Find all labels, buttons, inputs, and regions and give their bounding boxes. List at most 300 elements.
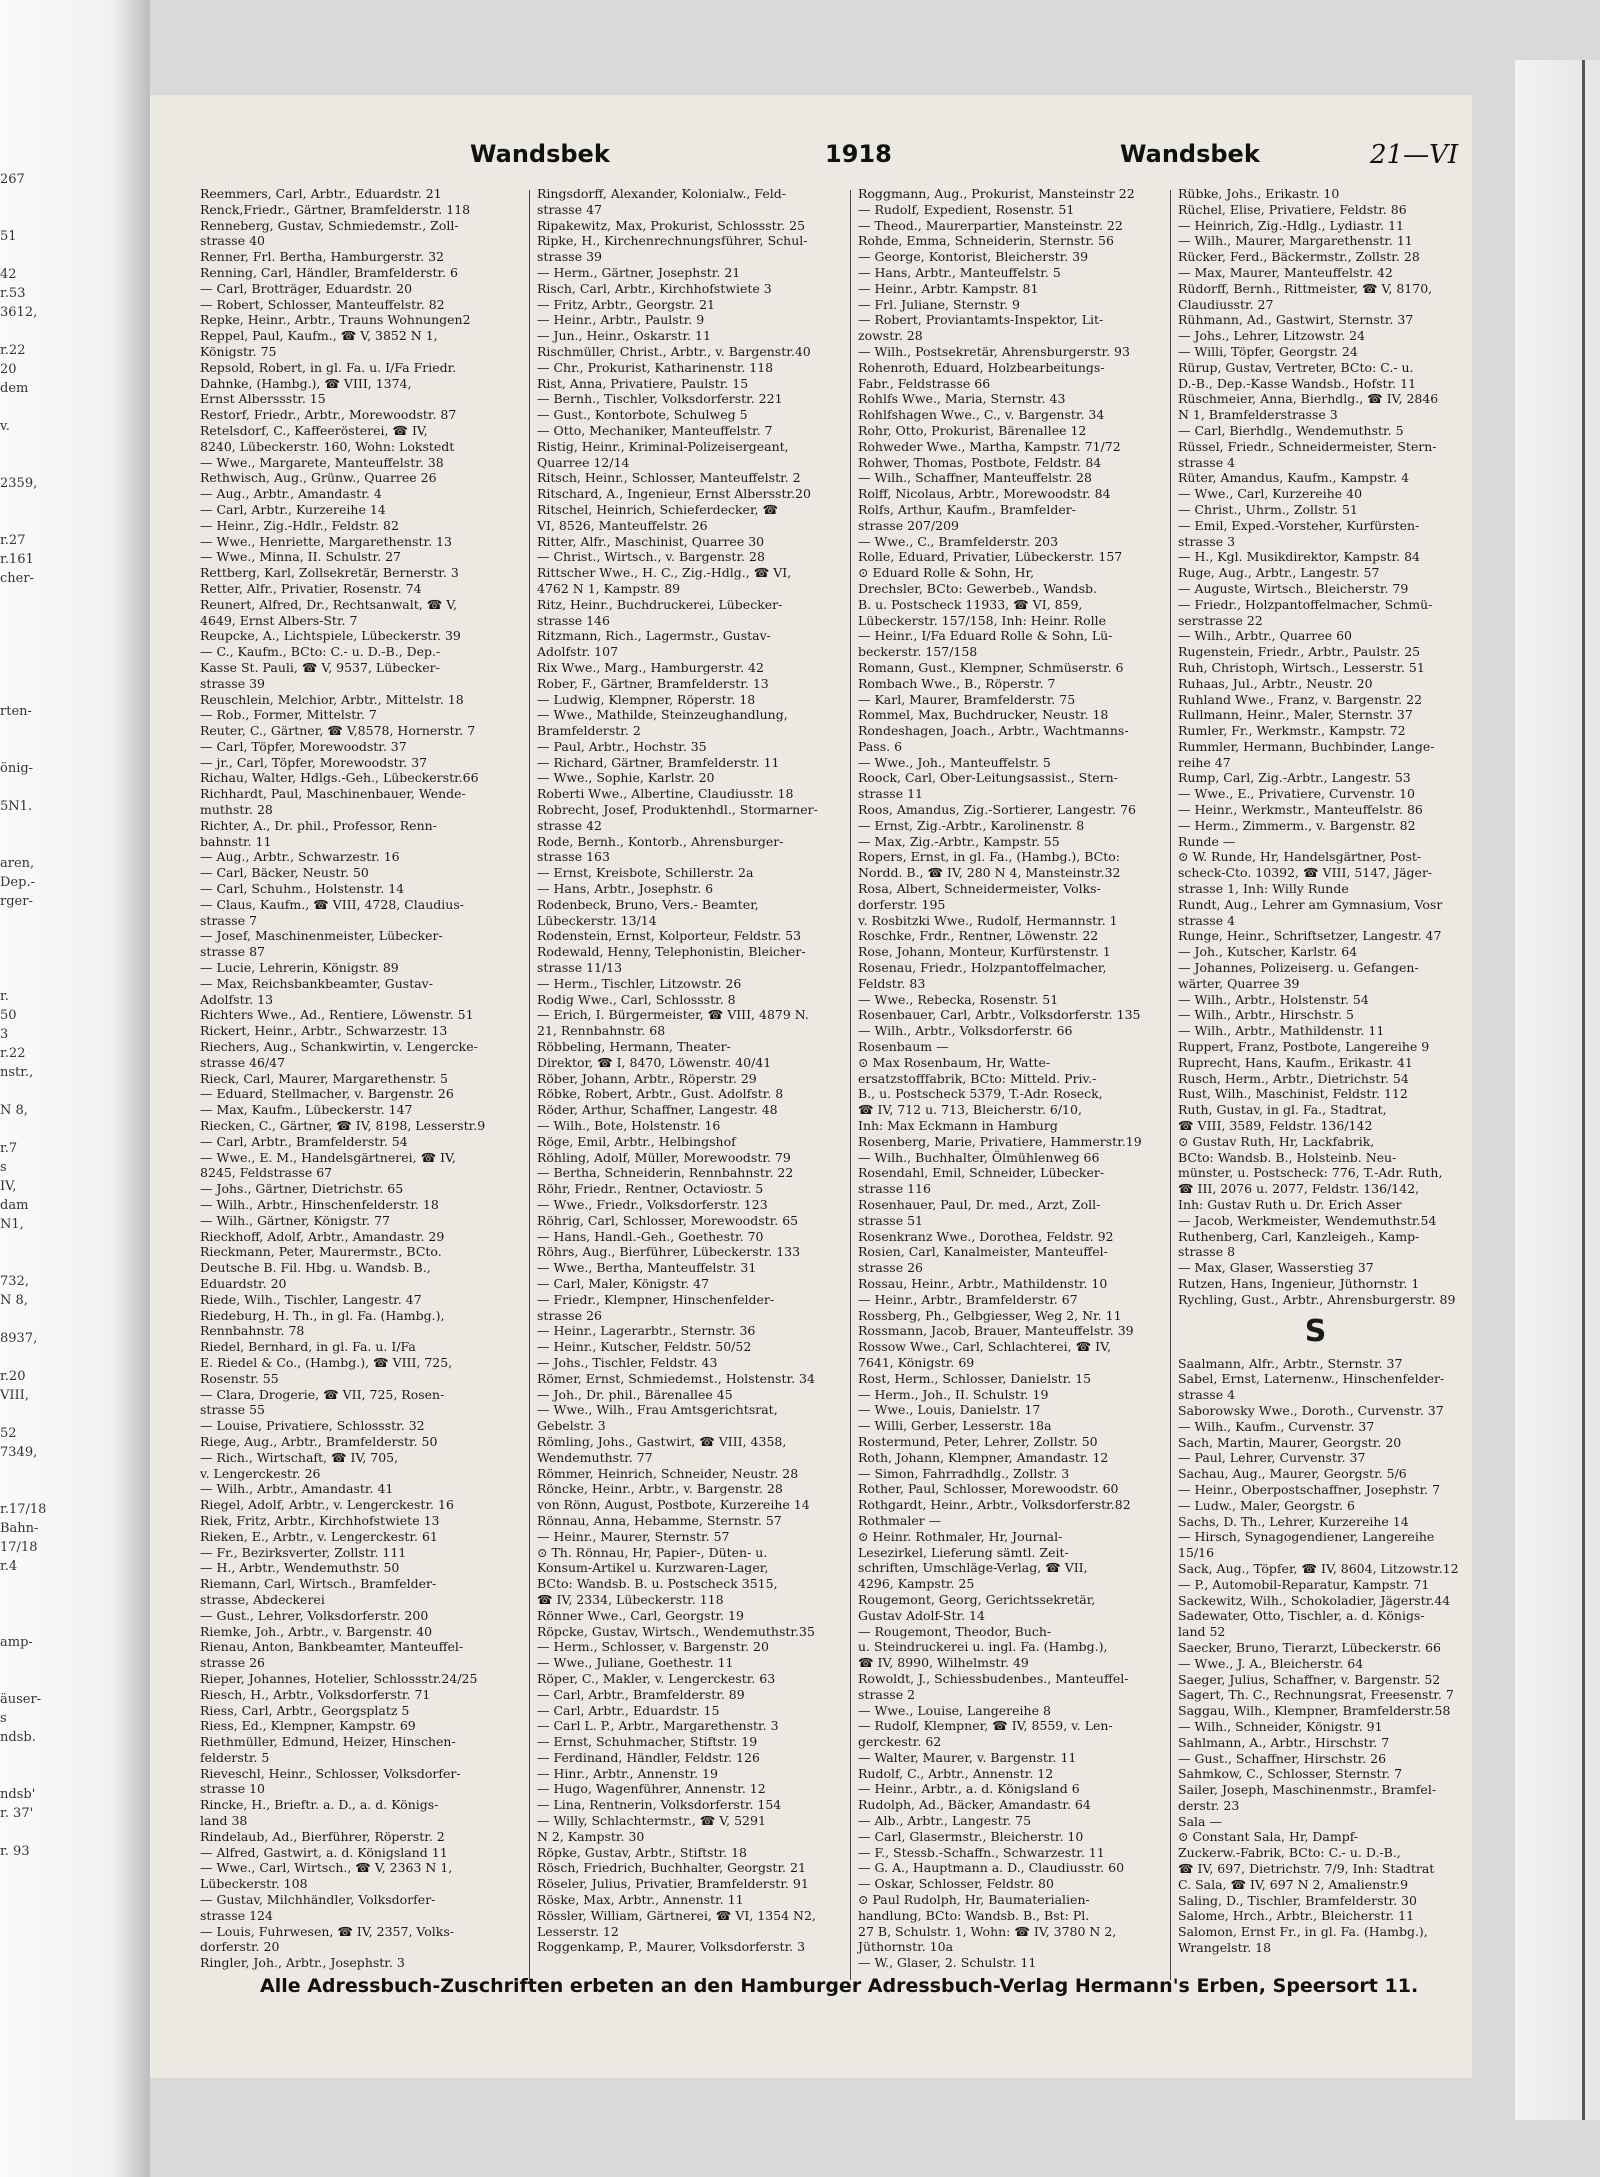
neighbor-page-fragment — [0, 322, 40, 341]
neighbor-page-fragment — [0, 949, 40, 968]
directory-entry: — F., Stessb.-Schaffn., Schwarzestr. 11 — [858, 1844, 1105, 1860]
neighbor-page-fragment: 20 — [0, 362, 17, 377]
neighbor-page-fragment — [0, 778, 40, 797]
directory-entry: Saling, D., Tischler, Bramfelderstr. 30 — [1178, 1892, 1418, 1908]
directory-column-2 — [537, 186, 818, 1966]
directory-entry: — Heinrich, Zig.-Hdlg., Lydiastr. 11 — [1178, 217, 1404, 233]
neighbor-page-fragment: r.20 — [0, 1369, 26, 1384]
directory-entry: Sabel, Ernst, Laternenw., Hinschenfelder- — [1178, 1371, 1445, 1387]
neighbor-page-fragment — [0, 189, 40, 208]
directory-entry: Rudolf, C., Arbtr., Annenstr. 12 — [858, 1765, 1054, 1781]
directory-entry: Rost, Herm., Schlosser, Danielstr. 15 — [858, 1370, 1092, 1386]
directory-entry: Röbbeling, Hermann, Theater- — [537, 1039, 731, 1055]
directory-entry: Rugenstein, Friedr., Arbtr., Paulstr. 25 — [1178, 644, 1421, 660]
directory-entry: Königstr. 75 — [200, 343, 277, 359]
directory-entry: Sahlmann, A., Arbtr., Hirschstr. 7 — [1178, 1734, 1390, 1750]
directory-entry: Rossau, Heinr., Arbtr., Mathildenstr. 10 — [858, 1275, 1108, 1291]
directory-entry: — Wilh., Schaffner, Manteuffelstr. 28 — [858, 470, 1092, 486]
directory-entry: Riemann, Carl, Wirtsch., Bramfelder- — [200, 1576, 437, 1592]
directory-entry: strasse 26 — [537, 1307, 602, 1323]
directory-entry: Rienau, Anton, Bankbeamter, Manteuffel- — [200, 1639, 464, 1655]
directory-entry: — Carl, Bierhdlg., Wendemuthstr. 5 — [1178, 422, 1404, 438]
directory-entry: ⊙ Gustav Ruth, Hr, Lackfabrik, — [1178, 1133, 1375, 1149]
neighbor-page-fragment: aren, — [0, 856, 35, 871]
directory-entry: strasse 47 — [537, 201, 602, 217]
directory-entry: Sagert, Th. C., Rechnungsrat, Freesenstr. 7 — [1178, 1687, 1454, 1703]
directory-entry: Sachs, D. Th., Lehrer, Kurzereihe 14 — [1178, 1513, 1409, 1529]
directory-entry: strasse 124 — [200, 1907, 273, 1923]
directory-entry: strasse 4 — [1178, 1387, 1236, 1403]
directory-entry: — Wwe., Joh., Manteuffelstr. 5 — [858, 754, 1051, 770]
directory-entry: Riechers, Aug., Schankwirtin, v. Lengercke- — [200, 1039, 478, 1055]
directory-entry: 21, Rennbahnstr. 68 — [537, 1023, 666, 1039]
directory-entry: Rohweder Wwe., Martha, Kampstr. 71/72 — [858, 438, 1121, 454]
neighbor-page-fragment — [0, 835, 40, 854]
directory-entry: strasse 55 — [200, 1402, 265, 1418]
directory-entry: Richhardt, Paul, Maschinenbauer, Wende- — [200, 786, 466, 802]
directory-entry: — Wwe., Wilh., Frau Amtsgerichtsrat, — [537, 1402, 778, 1418]
directory-entry: Gustav Adolf-Str. 14 — [858, 1607, 985, 1623]
directory-entry: — Louis, Fuhrwesen, ☎ IV, 2357, Volks- — [200, 1923, 455, 1939]
directory-entry: beckerstr. 157/158 — [858, 644, 978, 660]
directory-entry: — Wilh., Arbtr., Amandastr. 41 — [200, 1481, 394, 1497]
neighbor-page-fragment — [0, 436, 40, 455]
directory-entry: Saalmann, Alfr., Arbtr., Sternstr. 37 — [1178, 1355, 1403, 1371]
directory-entry: strasse 10 — [200, 1781, 265, 1797]
directory-entry: Riegel, Adolf, Arbtr., v. Lengerckestr. 16 — [200, 1497, 454, 1513]
directory-entry: Roos, Amandus, Zig.-Sortierer, Langestr. 76 — [858, 802, 1137, 818]
letter-heading: S — [1304, 1313, 1327, 1349]
directory-entry: Ringsdorff, Alexander, Kolonialw., Feld- — [537, 186, 786, 201]
directory-entry: ⊙ Max Rosenbaum, Hr, Watte- — [858, 1054, 1051, 1070]
directory-entry: — Heinr., Lagerarbtr., Sternstr. 36 — [537, 1323, 756, 1339]
directory-entry: ⊙ W. Runde, Hr, Handelsgärtner, Post- — [1178, 849, 1422, 865]
page-edge-line — [1582, 60, 1585, 2120]
directory-entry: — W., Glaser, 2. Schulstr. 11 — [858, 1955, 1037, 1971]
directory-entry: — Ernst, Kreisbote, Schillerstr. 2a — [537, 865, 754, 881]
directory-entry: Rosenberg, Marie, Privatiere, Hammerstr.19 — [858, 1133, 1142, 1149]
directory-entry: — Alfred, Gastwirt, a. d. Königsland 11 — [200, 1844, 448, 1860]
directory-entry: Riedel, Bernhard, in gl. Fa. u. I/Fa — [200, 1339, 416, 1355]
directory-entry: — Carl, Brotträger, Eduardstr. 20 — [200, 280, 413, 296]
directory-entry: Renner, Frl. Bertha, Hamburgerstr. 32 — [200, 249, 444, 265]
directory-entry: 4296, Kampstr. 25 — [858, 1576, 975, 1592]
directory-entry: Roberti Wwe., Albertine, Claudiusstr. 18 — [537, 786, 794, 802]
directory-entry: Roth, Johann, Klempner, Amandastr. 12 — [858, 1449, 1109, 1465]
directory-entry: BCto: Wandsb. B. u. Postscheck 3515, — [537, 1576, 778, 1592]
neighbor-page-fragment — [0, 1671, 40, 1690]
neighbor-page-fragment: 2359, — [0, 476, 38, 491]
directory-entry: strasse 2 — [858, 1686, 916, 1702]
right-margin — [1515, 60, 1600, 2120]
directory-entry: strasse 42 — [537, 817, 602, 833]
directory-entry: Ruthenberg, Carl, Kanzleigeh., Kamp- — [1178, 1228, 1420, 1244]
directory-entry: Reupcke, A., Lichtspiele, Lübeckerstr. 39 — [200, 628, 461, 644]
directory-entry: — Heinr., Oberpostschaffner, Josephstr. 7 — [1178, 1481, 1441, 1497]
directory-entry: — Heinr., Zig.-Hdlr., Feldstr. 82 — [200, 517, 399, 533]
neighbor-page-fragment: 5N1. — [0, 799, 33, 814]
directory-entry: — Max, Kaufm., Lübeckerstr. 147 — [200, 1102, 413, 1118]
directory-entry: Ruppert, Franz, Postbote, Langereihe 9 — [1178, 1039, 1430, 1055]
directory-entry: v. Lengerckestr. 26 — [200, 1465, 321, 1481]
neighbor-page-fragment — [0, 1253, 40, 1272]
neighbor-page-fragment — [0, 664, 40, 683]
directory-entry: — Karl, Maurer, Bramfelderstr. 75 — [858, 691, 1076, 707]
neighbor-page-edge — [0, 170, 47, 1950]
directory-entry: gerckestr. 62 — [858, 1734, 942, 1750]
directory-entry: Ruhland Wwe., Franz, v. Bargenstr. 22 — [1178, 691, 1423, 707]
directory-entry: — Aug., Arbtr., Amandastr. 4 — [200, 486, 382, 502]
directory-entry: — Bernh., Tischler, Volksdorferstr. 221 — [537, 391, 783, 407]
directory-entry: Röhling, Adolf, Müller, Morewoodstr. 79 — [537, 1149, 791, 1165]
directory-entry: Riege, Aug., Arbtr., Bramfelderstr. 50 — [200, 1433, 438, 1449]
directory-entry: strasse 1, Inh: Willy Runde — [1178, 881, 1349, 897]
directory-entry: Feldstr. 83 — [858, 975, 926, 991]
directory-entry: strasse 4 — [1178, 454, 1236, 470]
directory-entry: Rombach Wwe., B., Röperstr. 7 — [858, 675, 1056, 691]
directory-entry: Rist, Anna, Privatiere, Paulstr. 15 — [537, 375, 749, 391]
directory-entry: — Heinr., Werkmstr., Manteuffelstr. 86 — [1178, 802, 1423, 818]
directory-entry: Ripke, H., Kirchenrechnungsführer, Schul- — [537, 233, 808, 249]
directory-entry: strasse 163 — [537, 849, 610, 865]
directory-entry: — Herm., Joh., II. Schulstr. 19 — [858, 1386, 1049, 1402]
directory-entry: Rüschmeier, Anna, Bierhdlg., ☎ IV, 2846 — [1178, 391, 1439, 407]
directory-entry: Lesserstr. 12 — [537, 1923, 619, 1939]
directory-entry: Lesezirkel, Lieferung sämtl. Zeit- — [858, 1544, 1069, 1560]
directory-entry: derstr. 23 — [1178, 1797, 1240, 1813]
directory-entry: Ruth, Gustav, in gl. Fa., Stadtrat, — [1178, 1102, 1387, 1118]
directory-entry: — Carl, Schuhm., Holstenstr. 14 — [200, 881, 405, 897]
directory-entry: Riethmüller, Edmund, Heizer, Hinschen- — [200, 1734, 456, 1750]
directory-entry: Restorf, Friedr., Arbtr., Morewoodstr. 87 — [200, 407, 457, 423]
directory-entry: — Friedr., Holzpantoffelmacher, Schmü- — [1178, 596, 1433, 612]
neighbor-page-fragment: önig- — [0, 761, 34, 776]
directory-entry: ☎ IV, 2334, Lübeckerstr. 118 — [537, 1591, 724, 1607]
directory-entry: münster, u. Postscheck: 776, T.-Adr. Ruth, — [1178, 1165, 1443, 1181]
directory-entry: — Josef, Maschinenmeister, Lübecker- — [200, 928, 443, 944]
directory-entry: 8245, Feldstrasse 67 — [200, 1165, 333, 1181]
directory-entry: Röber, Johann, Arbtr., Röperstr. 29 — [537, 1070, 757, 1086]
directory-entry: Rennbahnstr. 78 — [200, 1323, 305, 1339]
directory-entry: Rürup, Gustav, Vertreter, BCto: C.- u. — [1178, 359, 1414, 375]
directory-entry: — Rougemont, Theodor, Buch- — [858, 1623, 1052, 1639]
directory-entry: — Fr., Bezirksverter, Zollstr. 111 — [200, 1544, 407, 1560]
directory-entry: — Heinr., Arbtr., Paulstr. 9 — [537, 312, 705, 328]
directory-entry: zowstr. 28 — [858, 328, 923, 344]
directory-entry: Ropers, Ernst, in gl. Fa., (Hambg.), BCto: — [858, 849, 1120, 865]
directory-entry: — Wilh., Schneider, Königstr. 91 — [1178, 1718, 1383, 1734]
directory-entry: strasse 11 — [858, 786, 923, 802]
directory-entry: Rettberg, Karl, Zollsekretär, Bernerstr. 3 — [200, 565, 459, 581]
directory-entry: strasse 40 — [200, 233, 265, 249]
directory-entry: strasse 4 — [1178, 912, 1236, 928]
neighbor-page-fragment — [0, 645, 40, 664]
directory-entry: Rönner Wwe., Carl, Georgstr. 19 — [537, 1607, 744, 1623]
directory-entry: — P., Automobil-Reparatur, Kampstr. 71 — [1178, 1576, 1430, 1592]
running-header — [470, 140, 1490, 180]
directory-entry: Jüthornstr. 10a — [858, 1939, 954, 1955]
neighbor-page-fragment — [0, 1082, 40, 1101]
neighbor-page-fragment — [0, 911, 40, 930]
directory-entry: Röhr, Friedr., Rentner, Octaviostr. 5 — [537, 1181, 764, 1197]
directory-entry: Riecken, C., Gärtner, ☎ IV, 8198, Lesserstr.9 — [200, 1118, 486, 1134]
neighbor-page-fragment — [0, 493, 40, 512]
directory-entry: strasse 26 — [858, 1260, 923, 1276]
directory-entry: — Gust., Kontorbote, Schulweg 5 — [537, 407, 748, 423]
directory-entry: Sachau, Aug., Maurer, Georgstr. 5/6 — [1178, 1466, 1407, 1482]
directory-entry: — Claus, Kaufm., ☎ VIII, 4728, Claudius- — [200, 896, 464, 912]
directory-entry: Adolfstr. 13 — [200, 991, 274, 1007]
directory-entry: — Hans, Arbtr., Manteuffelstr. 5 — [858, 264, 1061, 280]
directory-entry: Pass. 6 — [858, 738, 903, 754]
directory-entry: Retter, Alfr., Privatier, Rosenstr. 74 — [200, 580, 422, 596]
directory-entry: strasse 7 — [200, 912, 258, 928]
directory-entry: Röhrig, Carl, Schlosser, Morewoodstr. 65 — [537, 1212, 799, 1228]
directory-entry: Rischmüller, Christ., Arbtr., v. Bargenstr.40 — [537, 343, 811, 359]
directory-entry: — Max, Zig.-Arbtr., Kampstr. 55 — [858, 833, 1060, 849]
directory-entry: — Ludw., Maler, Georgstr. 6 — [1178, 1497, 1355, 1513]
directory-entry: Ripakewitz, Max, Prokurist, Schlossstr. 25 — [537, 217, 806, 233]
directory-entry: Rumler, Fr., Werkmstr., Kampstr. 72 — [1178, 723, 1406, 739]
directory-entry: — Carl, Arbtr., Kurzereihe 14 — [200, 501, 386, 517]
directory-entry: — Oskar, Schlosser, Feldstr. 80 — [858, 1876, 1054, 1892]
directory-entry: muthstr. 28 — [200, 802, 273, 818]
directory-entry: Bramfelderstr. 2 — [537, 723, 641, 739]
directory-entry: — Heinr., Arbtr. Kampstr. 81 — [858, 280, 1039, 296]
directory-entry: Claudiusstr. 27 — [1178, 296, 1274, 312]
directory-entry: Ernst Alberssstr. 15 — [200, 391, 326, 407]
directory-entry: — Heinr., I/Fa Eduard Rolle & Sohn, Lü- — [858, 628, 1113, 644]
neighbor-page-fragment: r.4 — [0, 1559, 18, 1574]
directory-entry: ⊙ Paul Rudolph, Hr, Baumaterialien- — [858, 1892, 1090, 1908]
directory-entry: — Joh., Kutscher, Karlstr. 64 — [1178, 944, 1358, 960]
directory-entry: ☎ III, 2076 u. 2077, Feldstr. 136/142, — [1178, 1181, 1420, 1197]
neighbor-page-fragment: r.17/18 — [0, 1502, 47, 1517]
neighbor-page-fragment: ndsb' — [0, 1787, 36, 1802]
directory-entry: Rohlfshagen Wwe., C., v. Bargenstr. 34 — [858, 407, 1105, 423]
directory-entry: — Paul, Arbtr., Hochstr. 35 — [537, 738, 707, 754]
directory-entry: — Friedr., Klempner, Hinschenfelder- — [537, 1291, 775, 1307]
directory-entry: Sahmkow, C., Schlosser, Sternstr. 7 — [1178, 1766, 1403, 1782]
directory-entry: Rump, Carl, Zig.-Arbtr., Langestr. 53 — [1178, 770, 1411, 786]
directory-entry: Deutsche B. Fil. Hbg. u. Wandsb. B., — [200, 1260, 431, 1276]
directory-entry: — Wilh., Buchhalter, Ölmühlenweg 66 — [858, 1149, 1100, 1165]
neighbor-page-fragment — [0, 968, 40, 987]
directory-entry: Rother, Paul, Schlosser, Morewoodstr. 60 — [858, 1481, 1119, 1497]
neighbor-page-fragment: r.161 — [0, 552, 34, 567]
directory-entry: Richau, Walter, Hdlgs.-Geh., Lübeckerstr.66 — [200, 770, 479, 786]
directory-entry: Runge, Heinr., Schriftsetzer, Langestr. 47 — [1178, 928, 1442, 944]
neighbor-page-fragment: r.53 — [0, 286, 26, 301]
directory-entry: — Wilh., Arbtr., Mathildenstr. 11 — [1178, 1023, 1385, 1039]
directory-entry: — Erich, I. Bürgermeister, ☎ VIII, 4879 N. — [537, 1007, 809, 1023]
directory-entry: Rüter, Amandus, Kaufm., Kampstr. 4 — [1178, 470, 1410, 486]
neighbor-page-fragment: 42 — [0, 267, 17, 282]
directory-entry: Ritz, Heinr., Buchdruckerei, Lübecker- — [537, 596, 783, 612]
directory-entry: Reemmers, Carl, Arbtr., Eduardstr. 21 — [200, 186, 442, 201]
directory-entry: — Wwe., Louis, Danielstr. 17 — [858, 1402, 1041, 1418]
directory-entry: Riess, Carl, Arbtr., Georgsplatz 5 — [200, 1702, 410, 1718]
directory-entry: Rosendahl, Emil, Schneider, Lübecker- — [858, 1165, 1105, 1181]
neighbor-page-fragment: r. 93 — [0, 1844, 30, 1859]
directory-entry: — Hinr., Arbtr., Annenstr. 19 — [537, 1765, 718, 1781]
directory-entry: — Wwe., Henriette, Margarethenstr. 13 — [200, 533, 452, 549]
directory-entry: strasse 51 — [858, 1212, 923, 1228]
directory-column-3 — [858, 186, 1142, 1971]
directory-entry: Reuter, C., Gärtner, ☎ V,8578, Hornerstr. 7 — [200, 723, 476, 739]
directory-entry: Roschke, Frdr., Rentner, Löwenstr. 22 — [858, 928, 1099, 944]
directory-entry: Drechsler, BCto: Gewerbeb., Wandsb. — [858, 580, 1097, 596]
directory-entry: — Emil, Exped.-Vorsteher, Kurfürsten- — [1178, 517, 1420, 533]
directory-entry: — Wwe., J. A., Bleicherstr. 64 — [1178, 1655, 1364, 1671]
neighbor-page-fragment — [0, 208, 40, 227]
neighbor-page-fragment: r.7 — [0, 1141, 18, 1156]
directory-entry: Konsum-Artikel u. Kurzwaren-Lager, — [537, 1560, 769, 1576]
directory-entry: — Rudolf, Expedient, Rosenstr. 51 — [858, 201, 1075, 217]
directory-entry: — Wwe., Juliane, Goethestr. 11 — [537, 1655, 734, 1671]
directory-entry: scheck-Cto. 10392, ☎ VIII, 5147, Jäger- — [1178, 865, 1433, 881]
directory-entry: — Wilh., Arbtr., Holstenstr. 54 — [1178, 991, 1369, 1007]
column-divider — [1170, 190, 1171, 1980]
directory-entry: 7641, Königstr. 69 — [858, 1354, 975, 1370]
directory-entry: — Carl, Maler, Königstr. 47 — [537, 1275, 710, 1291]
directory-entry: Ruh, Christoph, Wirtsch., Lesserstr. 51 — [1178, 659, 1425, 675]
directory-entry: 8240, Lübeckerstr. 160, Wohn: Lokstedt — [200, 438, 455, 454]
directory-entry: — Wwe., Sophie, Karlstr. 20 — [537, 770, 715, 786]
neighbor-page-fragment — [0, 740, 40, 759]
directory-entry: Ringler, Joh., Arbtr., Josephstr. 3 — [200, 1955, 405, 1971]
directory-entry: Rohlfs Wwe., Maria, Sternstr. 43 — [858, 391, 1066, 407]
directory-entry: — Wilh., Arbtr., Hinschenfelderstr. 18 — [200, 1197, 439, 1212]
directory-entry: Kasse St. Pauli, ☎ V, 9537, Lübecker- — [200, 659, 440, 675]
directory-entry: Renck,Friedr., Gärtner, Bramfelderstr. 118 — [200, 201, 471, 217]
directory-entry: Röseler, Julius, Privatier, Bramfelderstr. 91 — [537, 1876, 809, 1892]
directory-entry: Riedeburg, H. Th., in gl. Fa. (Hambg.), — [200, 1307, 445, 1323]
neighbor-page-fragment: dem — [0, 381, 29, 396]
directory-entry: Ritsch, Heinr., Schlosser, Manteuffelstr. 2 — [537, 470, 801, 486]
directory-entry: — Max, Maurer, Manteuffelstr. 42 — [1178, 264, 1393, 280]
neighbor-page-fragment: r.22 — [0, 343, 26, 358]
directory-entry: Rychling, Gust., Arbtr., Ahrensburgerstr. 89 — [1178, 1291, 1456, 1307]
directory-entry: land 38 — [200, 1813, 248, 1829]
neighbor-page-fragment: nstr., — [0, 1065, 34, 1080]
directory-entry: — Carl L. P., Arbtr., Margarethenstr. 3 — [537, 1718, 779, 1734]
directory-entry: E. Riedel & Co., (Hambg.), ☎ VIII, 725, — [200, 1354, 453, 1370]
directory-entry: Runde — — [1178, 833, 1236, 849]
directory-entry: — Herm., Tischler, Litzowstr. 26 — [537, 975, 742, 991]
directory-entry: — Wwe., E. M., Handelsgärtnerei, ☎ IV, — [200, 1149, 456, 1165]
neighbor-page-fragment — [0, 1120, 40, 1139]
directory-entry: reihe 47 — [1178, 754, 1231, 770]
directory-entry: Sala — — [1178, 1813, 1222, 1829]
directory-entry: — Rudolf, Klempner, ☎ IV, 8559, v. Len- — [858, 1718, 1113, 1734]
directory-entry: — Carl, Arbtr., Eduardstr. 15 — [537, 1702, 720, 1718]
neighbor-page-fragment: 17/18 — [0, 1540, 38, 1555]
directory-entry: — H., Kgl. Musikdirektor, Kampstr. 84 — [1178, 549, 1420, 565]
neighbor-page-fragment: IV, — [0, 1179, 17, 1194]
directory-entry: Rincke, H., Brieftr. a. D., a. d. Königs- — [200, 1797, 439, 1813]
directory-entry: — Hirsch, Synagogendiener, Langereihe — [1178, 1529, 1435, 1545]
directory-entry: Rosenstr. 55 — [200, 1370, 279, 1386]
directory-entry: Lübeckerstr. 108 — [200, 1876, 308, 1892]
directory-entry: Sailer, Joseph, Maschinenmstr., Bramfel- — [1178, 1782, 1437, 1798]
directory-entry: — jr., Carl, Töpfer, Morewoodstr. 37 — [200, 754, 428, 770]
directory-entry: Rodig Wwe., Carl, Schlossstr. 8 — [537, 991, 736, 1007]
directory-entry: ☎ IV, 697, Dietrichstr. 7/9, Inh: Stadtrat — [1178, 1861, 1435, 1877]
neighbor-page-fragment: r. — [0, 989, 9, 1004]
directory-entry: 15/16 — [1178, 1545, 1215, 1561]
directory-entry: Lübeckerstr. 13/14 — [537, 912, 657, 928]
directory-entry: Rösch, Friedrich, Buchhalter, Georgstr. 21 — [537, 1860, 806, 1876]
neighbor-page-fragment: s — [0, 1711, 7, 1726]
directory-entry: dorferstr. 195 — [858, 896, 946, 912]
neighbor-page-fragment: r. 37' — [0, 1806, 34, 1821]
neighbor-page-fragment: VIII, — [0, 1388, 29, 1403]
neighbor-page-fragment — [0, 816, 40, 835]
directory-entry: — Wilh., Arbtr., Quarree 60 — [1178, 628, 1352, 644]
directory-entry: — George, Kontorist, Bleicherstr. 39 — [858, 249, 1089, 265]
directory-entry: Roock, Carl, Ober-Leitungsassist., Stern- — [858, 770, 1118, 786]
directory-entry: — Hans, Handl.-Geh., Goethestr. 70 — [537, 1228, 764, 1244]
neighbor-page-fragment: rger- — [0, 894, 33, 909]
directory-entry: — Heinr., Kutscher, Feldstr. 50/52 — [537, 1339, 752, 1355]
directory-entry: — Herm., Gärtner, Josephstr. 21 — [537, 264, 741, 280]
directory-entry: Ritschel, Heinrich, Schieferdecker, ☎ — [537, 501, 779, 517]
neighbor-page-fragment — [0, 683, 40, 702]
directory-entry: Inh: Gustav Ruth u. Dr. Erich Asser — [1178, 1197, 1402, 1212]
directory-entry: — Ernst, Schuhmacher, Stiftstr. 19 — [537, 1734, 758, 1750]
directory-entry: Rusch, Herm., Arbtr., Dietrichstr. 54 — [1178, 1070, 1409, 1086]
directory-entry: — Johs., Tischler, Feldstr. 43 — [537, 1354, 718, 1370]
directory-entry: wärter, Quarree 39 — [1178, 975, 1300, 991]
directory-entry: von Rönn, August, Postbote, Kurzereihe 14 — [537, 1497, 810, 1513]
directory-entry: Röge, Emil, Arbtr., Helbingshof — [537, 1133, 736, 1149]
directory-entry: Rüchel, Elise, Privatiere, Feldstr. 86 — [1178, 201, 1407, 217]
directory-entry: Röhrs, Aug., Bierführer, Lübeckerstr. 133 — [537, 1244, 801, 1260]
directory-entry: Rostermund, Peter, Lehrer, Zollstr. 50 — [858, 1433, 1098, 1449]
directory-entry: — Otto, Mechaniker, Manteuffelstr. 7 — [537, 422, 773, 438]
directory-entry: Dahnke, (Hambg.), ☎ VIII, 1374, — [200, 375, 412, 391]
directory-entry: Rohwer, Thomas, Postbote, Feldstr. 84 — [858, 454, 1102, 470]
directory-entry: Röncke, Heinr., Arbtr., v. Bargenstr. 28 — [537, 1481, 783, 1497]
directory-entry: 4762 N 1, Kampstr. 89 — [537, 580, 681, 596]
directory-entry: — Wwe., E., Privatiere, Curvenstr. 10 — [1178, 786, 1416, 802]
neighbor-page-fragment — [0, 1576, 40, 1595]
directory-entry: Adolfstr. 107 — [537, 644, 619, 660]
directory-entry: Rose, Johann, Monteur, Kurfürstenstr. 1 — [858, 944, 1111, 960]
directory-entry: Rougemont, Georg, Gerichtssekretär, — [858, 1591, 1096, 1607]
directory-entry: Rittscher Wwe., H. C., Zig.-Hdlg., ☎ VI, — [537, 565, 792, 581]
directory-entry: — Heinr., Arbtr., a. d. Königsland 6 — [858, 1781, 1080, 1797]
directory-entry: — Eduard, Stellmacher, v. Bargenstr. 26 — [200, 1086, 454, 1102]
directory-entry: — Bertha, Schneiderin, Rennbahnstr. 22 — [537, 1165, 794, 1181]
directory-entry: — Robert, Schlosser, Manteuffelstr. 82 — [200, 296, 445, 312]
directory-entry: Rowoldt, J., Schiessbudenbes., Manteuffel- — [858, 1670, 1129, 1686]
directory-entry: serstrasse 22 — [1178, 612, 1263, 628]
directory-entry: Zuckerw.-Fabrik, BCto: C.- u. D.-B., — [1178, 1845, 1401, 1861]
directory-entry: Rix Wwe., Marg., Hamburgerstr. 42 — [537, 659, 764, 675]
directory-entry: Rindelaub, Ad., Bierführer, Röperstr. 2 — [200, 1828, 445, 1844]
directory-entry: — Wilh., Arbtr., Volksdorferstr. 66 — [858, 1023, 1073, 1039]
neighbor-page-fragment: cher- — [0, 571, 34, 586]
directory-entry: Rothgardt, Heinr., Arbtr., Volksdorferstr.82 — [858, 1497, 1131, 1513]
directory-entry: Ruhaas, Jul., Arbtr., Neustr. 20 — [1178, 675, 1373, 691]
directory-entry: Fabr., Feldstrasse 66 — [858, 375, 991, 391]
directory-entry: ⊙ Th. Rönnau, Hr, Papier-, Düten- u. — [537, 1544, 768, 1560]
directory-entry: — Johannes, Polizeiserg. u. Gefangen- — [1178, 960, 1419, 976]
directory-entry: Renning, Carl, Händler, Bramfelderstr. 6 — [200, 264, 458, 280]
directory-entry: — Wwe., Minna, II. Schulstr. 27 — [200, 549, 402, 565]
